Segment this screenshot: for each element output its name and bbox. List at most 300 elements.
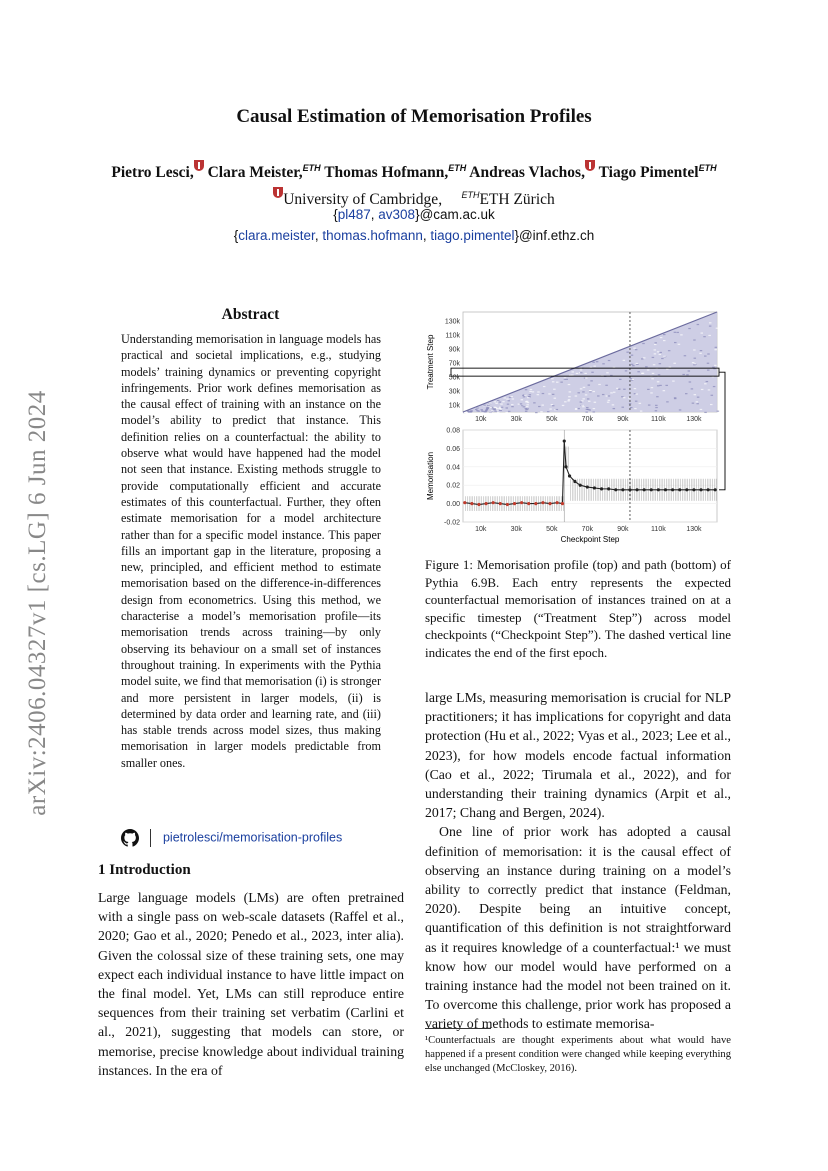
- email-link[interactable]: av308: [378, 207, 416, 222]
- heatmap-cell: [643, 357, 646, 358]
- data-point: [541, 501, 544, 504]
- data-point: [492, 501, 495, 504]
- heatmap-cell: [477, 411, 480, 412]
- heatmap-cell: [593, 366, 596, 367]
- heatmap-cell: [593, 411, 596, 412]
- heatmap-cell: [489, 403, 492, 404]
- heatmap-cell: [694, 358, 697, 359]
- heatmap-cell: [568, 384, 571, 385]
- heatmap-cell: [467, 411, 470, 412]
- heatmap-cell: [618, 389, 621, 390]
- cambridge-shield-icon: [194, 160, 204, 171]
- heatmap-cell: [637, 371, 640, 372]
- email-domain: }@cam.ac.uk: [415, 207, 495, 222]
- cambridge-shield-icon: [273, 187, 283, 198]
- heatmap-cell: [511, 404, 513, 405]
- x-tick-label: 90k: [617, 526, 629, 533]
- memorisation-path-chart: [426, 428, 717, 545]
- heatmap-cell: [623, 389, 626, 390]
- heatmap-cell: [590, 380, 593, 381]
- heatmap-cell: [585, 412, 588, 413]
- heatmap-cell: [494, 411, 497, 412]
- heatmap-cell: [497, 410, 500, 411]
- heatmap-cell: [495, 403, 498, 404]
- heatmap-cell: [580, 369, 583, 370]
- data-point: [463, 501, 466, 504]
- abstract-heading: Abstract: [221, 306, 280, 323]
- heatmap-cell: [641, 373, 644, 374]
- data-point: [520, 501, 523, 504]
- email-link[interactable]: thomas.hofmann: [322, 228, 423, 243]
- heatmap-cell: [659, 363, 662, 364]
- heatmap-cell: [663, 340, 666, 341]
- heatmap-cell: [552, 405, 555, 406]
- heatmap-cell: [700, 350, 703, 351]
- data-point: [564, 465, 567, 468]
- data-point: [707, 488, 710, 491]
- heatmap-cell: [567, 400, 570, 401]
- heatmap-cell: [608, 400, 611, 401]
- x-tick-label: 10k: [475, 526, 487, 533]
- heatmap-cell: [540, 411, 543, 412]
- y-tick-label: 110k: [445, 332, 460, 340]
- heatmap-cell: [663, 390, 666, 391]
- heatmap-cell: [582, 398, 585, 399]
- heatmap-cell: [569, 391, 572, 392]
- heatmap-cell: [585, 378, 588, 379]
- heatmap-cell: [619, 379, 622, 380]
- heatmap-cell: [588, 401, 591, 402]
- heatmap-cell: [551, 378, 554, 379]
- heatmap-cell: [655, 407, 658, 408]
- data-point: [607, 487, 610, 490]
- data-point: [586, 485, 589, 488]
- heatmap-cell: [703, 336, 706, 337]
- heatmap-cell: [654, 344, 657, 345]
- y-axis-label: Treatment Step: [426, 334, 435, 390]
- heatmap-cell: [673, 363, 676, 364]
- heatmap-cell: [692, 403, 695, 404]
- heatmap-cell: [621, 407, 624, 408]
- heatmap-cell: [498, 401, 501, 402]
- heatmap-cell: [709, 322, 712, 323]
- eth-mark: ETH: [448, 163, 467, 173]
- heatmap-cell: [612, 404, 615, 405]
- heatmap-cell: [652, 357, 655, 358]
- x-tick-label: 50k: [546, 416, 558, 423]
- heatmap-cell: [653, 364, 656, 365]
- data-point: [579, 484, 582, 487]
- heatmap-cell: [482, 411, 485, 412]
- heatmap-cell: [678, 344, 681, 345]
- x-tick-label: 30k: [510, 526, 522, 533]
- heatmap-cell: [577, 408, 580, 409]
- heatmap-cell: [707, 370, 710, 371]
- repo-line: [121, 829, 342, 847]
- heatmap-cell: [500, 403, 503, 404]
- connector-arrow: [719, 372, 725, 490]
- heatmap-cell: [684, 355, 687, 356]
- heatmap-cell: [692, 362, 695, 363]
- y-tick-label: -0.02: [444, 519, 460, 527]
- heatmap-cell: [645, 366, 648, 367]
- heatmap-cell: [674, 397, 677, 398]
- heatmap-cell: [640, 411, 643, 412]
- figure-caption: Figure 1: Memorisation profile (top) and path (bottom) of Pythia 6.9B. Each entry represents the expected counterfactual memorisation of instances trained on at a specific timestep (“Treatment Step”) across model checkpoints (“Checkpoint Step”). The dashed vertical line indicates the end of the first epoch.: [425, 557, 731, 660]
- heatmap-cell: [500, 410, 503, 411]
- heatmap-cell: [532, 391, 535, 392]
- heatmap-cell: [521, 399, 524, 400]
- heatmap-cell: [699, 353, 702, 354]
- heatmap-cell: [490, 411, 493, 412]
- heatmap-cell: [591, 372, 594, 373]
- data-point: [484, 502, 487, 505]
- separator: [150, 829, 151, 847]
- heatmap-cell: [526, 406, 529, 407]
- heatmap-cell: [566, 379, 569, 380]
- data-point: [614, 488, 617, 491]
- heatmap-cell: [626, 352, 629, 353]
- heatmap-cell: [635, 393, 638, 394]
- data-point: [650, 488, 653, 491]
- data-point: [678, 488, 681, 491]
- heatmap-cell: [636, 363, 639, 364]
- heatmap-cell: [674, 332, 677, 333]
- section-heading: 1 Introduction: [98, 862, 191, 878]
- heatmap-cell: [631, 364, 634, 365]
- data-point: [671, 488, 674, 491]
- affil-cambridge: University of Cambridge,: [283, 191, 443, 209]
- email-link[interactable]: tiago.pimentel: [430, 228, 515, 243]
- data-point: [534, 502, 537, 505]
- heatmap-cell: [647, 389, 650, 390]
- heatmap-cell: [707, 363, 710, 364]
- heatmap-cell: [704, 412, 707, 413]
- heatmap-cell: [542, 393, 545, 394]
- heatmap-cell: [714, 365, 717, 366]
- heatmap-cell: [506, 398, 509, 399]
- heatmap-cell: [691, 388, 694, 389]
- heatmap-cell: [713, 386, 716, 387]
- heatmap-cell: [657, 381, 660, 382]
- heatmap-cell: [583, 387, 586, 388]
- heatmap-cell: [625, 370, 628, 371]
- heatmap-cell: [706, 381, 709, 382]
- data-point: [563, 439, 566, 442]
- heatmap-cell: [524, 395, 527, 396]
- figure-1: [425, 308, 731, 548]
- x-tick-label: 70k: [581, 526, 593, 533]
- heatmap-cell: [530, 389, 533, 390]
- heatmap-cell: [476, 407, 479, 408]
- heatmap-cell: [586, 407, 589, 408]
- heatmap-cell: [580, 372, 583, 373]
- heatmap-cell: [613, 408, 616, 409]
- paragraph: large LMs, measuring memorisation is crucial for NLP practitioners; it has implications for copyright and data protection (Hu et al., 2022; Vyas et al., 2023; Lee et al., 2023), for how models encode factual information (Cao et al., 2022; Tirumala et al., 2022), and for understanding their training dynamics (Arpit et al., 2017; Chang and Bergen, 2024).: [425, 690, 731, 821]
- heatmap-cell: [686, 374, 689, 375]
- heatmap-cell: [652, 373, 655, 374]
- data-point: [573, 480, 576, 483]
- heatmap-cell: [581, 405, 584, 406]
- author: Andreas Vlachos,: [469, 164, 585, 182]
- data-point: [628, 488, 631, 491]
- heatmap-cell: [606, 372, 609, 373]
- heatmap-cell: [657, 385, 660, 386]
- eth-mark: ETH: [698, 163, 717, 173]
- x-tick-label: 110k: [651, 416, 666, 423]
- heatmap-cell: [651, 378, 654, 379]
- heatmap-cell: [623, 360, 626, 361]
- author: Tiago Pimentel: [598, 164, 699, 182]
- heatmap-cell: [685, 393, 688, 394]
- heatmap-cell: [659, 354, 662, 355]
- y-tick-label: 0.02: [446, 482, 460, 490]
- repo-link[interactable]: pietrolesci/memorisation-profiles: [162, 830, 343, 845]
- heatmap-cell: [499, 409, 502, 410]
- heatmap-cell: [635, 349, 638, 350]
- heatmap-cell: [577, 392, 580, 393]
- heatmap-cell: [709, 326, 712, 327]
- heatmap-cell: [632, 365, 635, 366]
- heatmap-cell: [575, 395, 578, 396]
- data-point: [643, 488, 646, 491]
- heatmap-cell: [608, 395, 611, 396]
- heatmap-cell: [704, 383, 707, 384]
- heatmap-cell: [631, 379, 634, 380]
- x-tick-label: 130k: [686, 526, 702, 533]
- data-point: [600, 487, 603, 490]
- heatmap-cell: [708, 335, 711, 336]
- heatmap-cell: [470, 410, 473, 411]
- heatmap-cell: [693, 339, 696, 340]
- heatmap-cell: [717, 411, 720, 412]
- data-point: [593, 486, 596, 489]
- heatmap-cell: [704, 355, 707, 356]
- heatmap-cell: [608, 360, 611, 361]
- intro-left-column: Large language models (LMs) are often pretrained with a single pass on web-scale datasets (Raffel et al., 2020; Gao et al., 2020; Penedo et al., 2023, inter alia). Given the colossal size of these training sets, one may expect each individual instance to have little impact on the final model. Yet, LMs can still reproduce entire sequences from their training set verbatim (Carlini et al., 2021), suggesting that models can store, or memorise, precise knowledge about individual training instances. In the era of: [98, 890, 404, 1078]
- heatmap-cell: [674, 342, 677, 343]
- heatmap-cell: [605, 385, 608, 386]
- heatmap-cell: [714, 349, 717, 350]
- email-link[interactable]: pl487: [337, 207, 371, 222]
- heatmap-cell: [593, 408, 596, 409]
- heatmap-cell: [527, 397, 530, 398]
- heatmap-cell: [648, 404, 651, 405]
- heatmap-cell: [696, 403, 699, 404]
- heatmap-cell: [533, 402, 536, 403]
- author: Thomas Hofmann,: [324, 164, 449, 182]
- heatmap-cell: [697, 397, 700, 398]
- github-icon: [121, 829, 139, 847]
- eth-mark: ETH: [302, 163, 321, 173]
- heatmap-cell: [568, 396, 571, 397]
- heatmap-cell: [584, 373, 587, 374]
- heatmap-cell: [623, 397, 626, 398]
- heatmap-cell: [689, 381, 692, 382]
- data-point: [556, 501, 559, 504]
- heatmap-cell: [502, 401, 505, 402]
- email-sep: ,: [370, 207, 379, 222]
- heatmap-cell: [493, 408, 496, 409]
- affiliations: [0, 187, 828, 209]
- heatmap-cell: [552, 394, 555, 395]
- arxiv-stamp: arXiv:2406.04327v1 [cs.LG] 6 Jun 2024: [24, 390, 51, 816]
- y-tick-label: 90k: [448, 346, 460, 354]
- heatmap-cell: [506, 407, 509, 408]
- x-tick-label: 10k: [475, 416, 487, 423]
- heatmap-cell: [668, 350, 671, 351]
- paper-title: Causal Estimation of Memorisation Profiles: [236, 106, 592, 127]
- heatmap-cell: [656, 396, 659, 397]
- heatmap-cell: [655, 410, 658, 411]
- x-tick-label: 130k: [686, 416, 702, 423]
- paragraph: One line of prior work has adopted a causal definition of memorisation: it is the causal effect of observing an instance during training on a model’s ability to correctly predict that instance (Feldman, 2020). Despite being an intuitive concept, quantification of this definition is not straightforward as it requires knowledge of a counterfactual:¹ we must know how our model would have performed on a training instance had the model not been trained on it. To overcome this challenge, prior work has proposed a variety of methods to estimate memorisa-: [425, 824, 731, 1032]
- heatmap-cell: [593, 391, 596, 392]
- heatmap-cell: [491, 410, 494, 411]
- data-point: [499, 502, 502, 505]
- heatmap-cell: [505, 412, 508, 413]
- heatmap-cell: [661, 358, 664, 359]
- y-tick-label: 50k: [448, 374, 460, 382]
- heatmap-cell: [571, 375, 574, 376]
- heatmap-cell: [669, 367, 672, 368]
- heatmap-cell: [541, 405, 544, 406]
- heatmap-cell: [582, 391, 585, 392]
- heatmap-cell: [564, 401, 567, 402]
- heatmap-cell: [538, 406, 541, 407]
- heatmap-cell: [596, 361, 599, 362]
- heatmap-cell: [701, 332, 704, 333]
- heatmap-cell: [512, 398, 515, 399]
- heatmap-cell: [592, 362, 595, 363]
- y-tick-label: 30k: [448, 388, 460, 396]
- heatmap-cell: [672, 381, 675, 382]
- heatmap-cell: [651, 387, 654, 388]
- heatmap-cell: [598, 384, 601, 385]
- email-cambridge: [0, 207, 828, 222]
- heatmap-cell: [701, 389, 704, 390]
- email-sep: ,: [314, 228, 323, 243]
- heatmap-cell: [483, 405, 486, 406]
- y-tick-label: 130k: [444, 318, 460, 326]
- y-tick-label: 0.00: [446, 501, 460, 509]
- x-tick-label: 50k: [546, 526, 558, 533]
- heatmap-cell: [568, 399, 571, 400]
- heatmap-cell: [564, 377, 567, 378]
- heatmap-cell: [585, 394, 588, 395]
- heatmap-cell: [711, 395, 714, 396]
- heatmap-cell: [525, 389, 528, 390]
- heatmap-cell: [521, 405, 524, 406]
- abstract-text: Understanding memorisation in language models has practical and societal implications, e.g., studying models’ training dynamics or preventing copyright infringements. Prior work defines memorisation as the causal effect of training with an instance on the model’s ability to predict that instance. This definition relies on a counterfactual: the ability to observe what would have happened had the model not seen that instance. Existing methods struggle to provide computationally efficient and accurate estimates of this counterfactual. Further, they often estimate memorisation for a model architecture rather than for a specific model instance. This paper fills an important gap in the literature, proposing a new, principled, and efficient method to estimate memorisation based on the difference-in-differences design from econometrics. Using this method, we characterise a model’s memorisation profile—its memorisation trends across training—by only observing its behaviour on a small set of instances throughout training. In experiments with the Pythia model suite, we find that memorisation (i) is stronger and more persistent in larger models, (ii) is determined by data order and learning rate, and (iii) has stable trends across model sizes, thus making memorisation in larger models predictable from smaller ones.: [121, 332, 381, 770]
- heatmap-cell: [594, 402, 597, 403]
- email-domain: }@inf.ethz.ch: [514, 228, 595, 243]
- heatmap-cell: [507, 404, 510, 405]
- heatmap-cell: [659, 352, 662, 353]
- data-point: [561, 502, 564, 505]
- heatmap-cell: [501, 407, 504, 408]
- heatmap-cell: [659, 385, 662, 386]
- y-tick-label: 0.04: [446, 464, 460, 472]
- heatmap-cell: [634, 388, 637, 389]
- author: Pietro Lesci,: [111, 164, 194, 182]
- data-point: [477, 503, 480, 506]
- heatmap-cell: [676, 332, 679, 333]
- heatmap-cell: [488, 404, 491, 405]
- heatmap-cell: [647, 369, 650, 370]
- heatmap-cell: [529, 391, 532, 392]
- heatmap-cell: [639, 403, 642, 404]
- heatmap-cell: [655, 405, 658, 406]
- email-eth: [0, 228, 828, 243]
- heatmap-cell: [508, 411, 511, 412]
- heatmap-cell: [602, 363, 605, 364]
- heatmap-cell: [708, 389, 711, 390]
- heatmap-cell: [526, 401, 529, 402]
- cambridge-shield-icon: [585, 160, 595, 171]
- heatmap-cell: [660, 337, 663, 338]
- heatmap-cell: [682, 374, 685, 375]
- y-tick-label: 10k: [448, 402, 460, 410]
- heatmap-cell: [588, 384, 591, 385]
- data-point: [506, 503, 509, 506]
- heatmap-cell: [571, 371, 574, 372]
- heatmap-cell: [654, 342, 657, 343]
- heatmap-cell: [697, 324, 700, 325]
- heatmap-cell: [523, 396, 526, 397]
- heatmap-cell: [527, 402, 530, 403]
- heatmap-cell: [497, 400, 500, 401]
- heatmap-cell: [607, 402, 610, 403]
- heatmap-cell: [551, 404, 554, 405]
- data-point: [548, 502, 551, 505]
- heatmap-cell: [707, 353, 710, 354]
- data-point: [470, 502, 473, 505]
- heatmap-cell: [535, 412, 538, 413]
- heatmap-cell: [475, 409, 478, 410]
- email-link[interactable]: clara.meister: [238, 228, 315, 243]
- heatmap-cell: [666, 401, 669, 402]
- heatmap-cell: [496, 408, 499, 409]
- author: Clara Meister,: [207, 164, 303, 182]
- heatmap-cell: [526, 404, 529, 405]
- affil-eth: ETH Zürich: [479, 191, 555, 209]
- heatmap-cell: [613, 392, 616, 393]
- heatmap-cell: [694, 363, 697, 364]
- heatmap-cell: [696, 401, 699, 402]
- email-brace: {: [233, 228, 239, 243]
- data-point: [513, 502, 516, 505]
- heatmap-cell: [508, 400, 511, 401]
- data-point: [664, 488, 667, 491]
- x-tick-label: 70k: [581, 416, 593, 423]
- data-point: [657, 488, 660, 491]
- email-sep: ,: [422, 228, 431, 243]
- author-list: [0, 160, 828, 182]
- heatmap-cell: [548, 393, 551, 394]
- heatmap-cell: [575, 409, 578, 410]
- intro-right-column: [425, 688, 731, 1034]
- heatmap-cell: [663, 334, 666, 335]
- heatmap-cell: [526, 408, 529, 409]
- heatmap-cell: [552, 381, 555, 382]
- heatmap-cell: [650, 392, 653, 393]
- heatmap-cell: [490, 407, 493, 408]
- data-point: [568, 474, 571, 477]
- heatmap-cell: [654, 353, 657, 354]
- heatmap-cell: [562, 405, 565, 406]
- data-point: [692, 488, 695, 491]
